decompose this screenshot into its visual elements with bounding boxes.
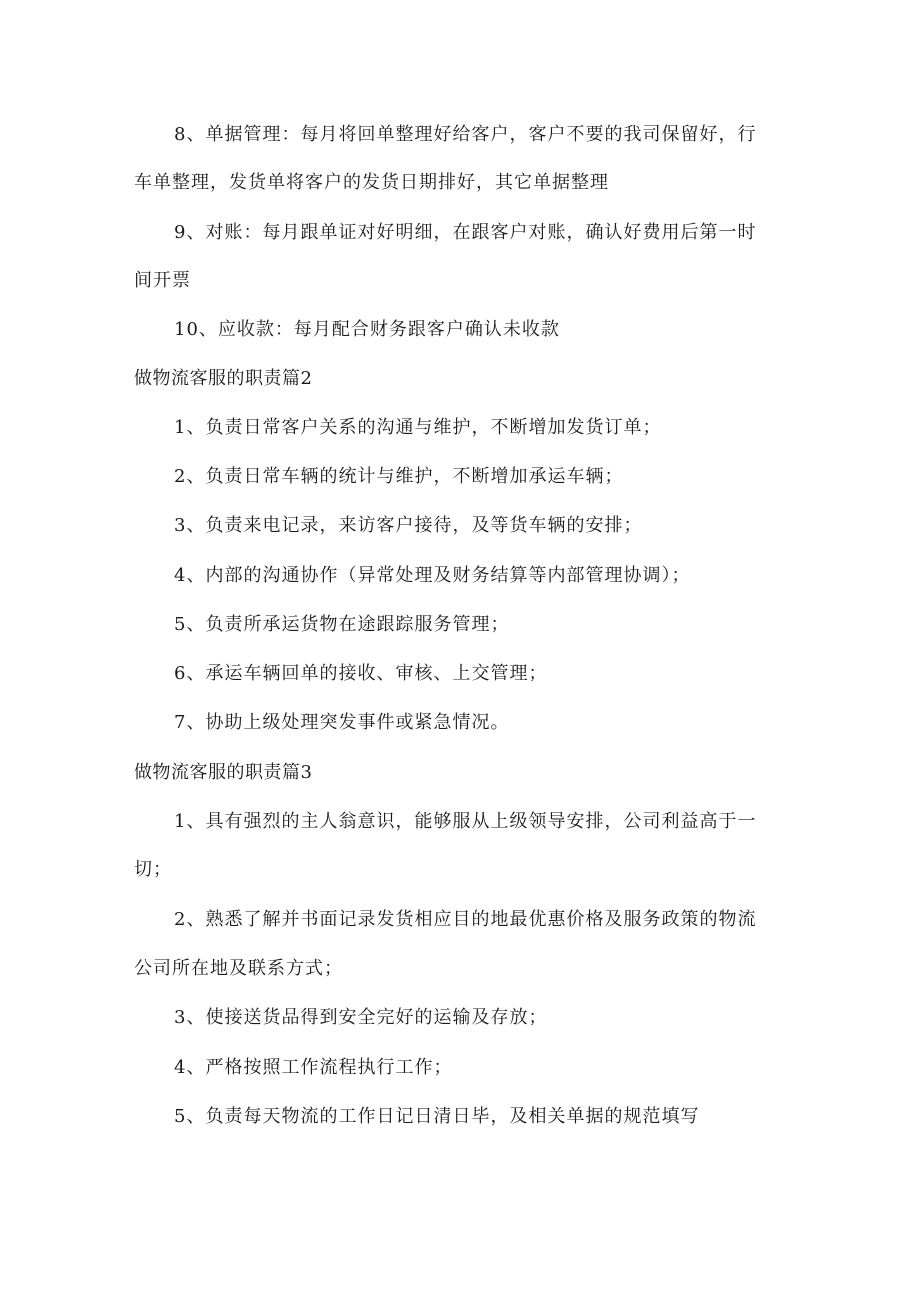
section-heading-2: 做物流客服的职责篇2 xyxy=(134,368,313,389)
list-item: 7、协助上级处理突发事件或紧急情况。 xyxy=(174,712,510,733)
paragraph-item-9-line2: 间开票 xyxy=(134,270,191,291)
list-item: 5、负责所承运货物在途跟踪服务管理； xyxy=(174,614,510,635)
list-item: 4、严格按照工作流程执行工作； xyxy=(174,1057,453,1078)
list-item-line1: 2、熟悉了解并书面记录发货相应目的地最优惠价格及服务政策的物流 xyxy=(174,909,757,930)
paragraph-item-10: 10、应收款：每月配合财务跟客户确认未收款 xyxy=(174,319,560,340)
list-item: 4、内部的沟通协作（异常处理及财务结算等内部管理协调）； xyxy=(174,565,691,586)
list-item: 6、承运车辆回单的接收、审核、上交管理； xyxy=(174,663,548,684)
list-item: 3、使接送货品得到安全完好的运输及存放； xyxy=(174,1007,548,1028)
list-item: 1、负责日常客户关系的沟通与维护，不断增加发货订单； xyxy=(174,417,662,438)
list-item: 5、负责每天物流的工作日记日清日毕，及相关单据的规范填写 xyxy=(174,1106,700,1127)
paragraph-item-8-line2: 车单整理，发货单将客户的发货日期排好，其它单据整理 xyxy=(134,172,609,193)
list-item-line2: 切； xyxy=(134,859,172,880)
list-item: 3、负责来电记录，来访客户接待，及等货车辆的安排； xyxy=(174,515,643,536)
list-item-line1: 1、具有强烈的主人翁意识，能够服从上级领导安排，公司利益高于一 xyxy=(174,811,757,832)
paragraph-item-9-line1: 9、对账：每月跟单证对好明细，在跟客户对账，确认好费用后第一时 xyxy=(174,222,757,243)
section-heading-3: 做物流客服的职责篇3 xyxy=(134,762,313,783)
paragraph-item-8-line1: 8、单据管理：每月将回单整理好给客户，客户不要的我司保留好，行 xyxy=(174,124,757,145)
list-item: 2、负责日常车辆的统计与维护，不断增加承运车辆； xyxy=(174,466,624,487)
list-item-line2: 公司所在地及联系方式； xyxy=(134,958,343,979)
